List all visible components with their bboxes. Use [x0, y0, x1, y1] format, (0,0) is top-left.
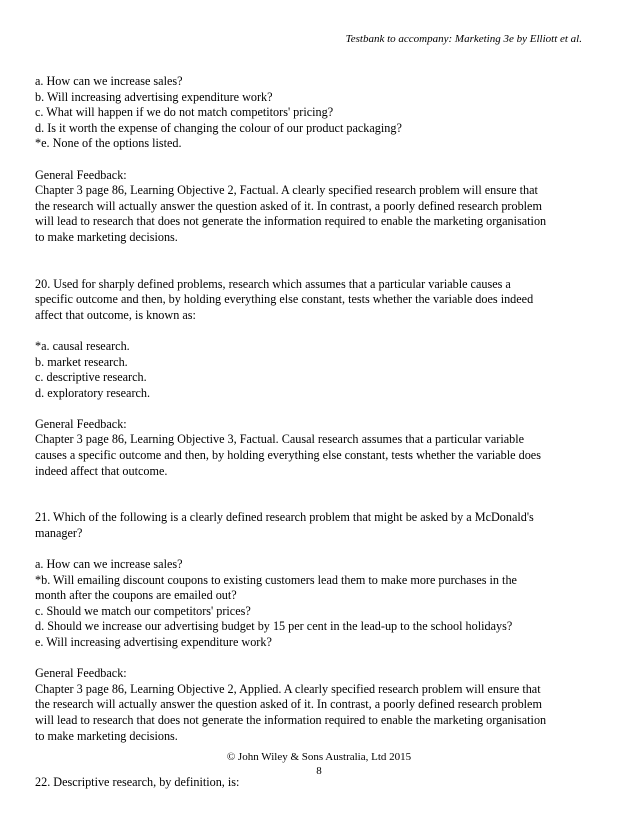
q19-option-b: b. Will increasing advertising expenditure work? [35, 89, 273, 104]
q19-option-c: c. What will happen if we do not match competitors' pricing? [35, 105, 334, 120]
q20-options [35, 339, 605, 401]
q21-option-d: d. Should we increase our advertising budget by 15 per cent in the lead-up to the school holidays? [35, 619, 513, 634]
q20-feedback-line: indeed affect that outcome. [35, 463, 168, 478]
q21-feedback-line: the research will actually answer the question asked of it. In contrast, a poorly defined research problem [35, 697, 542, 712]
q21-option-c: c. Should we match our competitors' prices? [35, 603, 251, 618]
q20-feedback-line: causes a specific outcome and then, by holding everything else constant, tests whether the variable does [35, 448, 541, 463]
page-footer [0, 750, 638, 778]
q20-question-line: affect that outcome, is known as: [35, 307, 196, 322]
q21-feedback-label: General Feedback: [35, 666, 127, 681]
q21-option-a: a. How can we increase sales? [35, 557, 183, 572]
q19-feedback-line: Chapter 3 page 86, Learning Objective 2, Factual. A clearly specified research problem will ensure that [35, 183, 538, 198]
q19-options [35, 74, 605, 152]
page-content [35, 74, 605, 791]
q20-option-d: d. exploratory research. [35, 385, 151, 400]
q21-feedback [35, 666, 605, 744]
q21-options [35, 557, 605, 651]
q21-option-b-cont: month after the coupons are emailed out? [35, 588, 237, 603]
q21-feedback-line: Chapter 3 page 86, Learning Objective 2, Applied. A clearly specified research problem will ensure that [35, 681, 541, 696]
q19-feedback-line: the research will actually answer the question asked of it. In contrast, a poorly defined research problem [35, 198, 542, 213]
q20-feedback-line: Chapter 3 page 86, Learning Objective 3, Factual. Causal research assumes that a particular variable [35, 432, 524, 447]
q19-feedback-label: General Feedback: [35, 167, 127, 182]
q19-feedback [35, 168, 605, 246]
q21-option-b: *b. Will emailing discount coupons to existing customers lead them to make more purchases in the [35, 572, 517, 587]
q19-option-a: a. How can we increase sales? [35, 74, 183, 88]
q20-option-b: b. market research. [35, 354, 128, 369]
q21-question-line: manager? [35, 525, 83, 540]
page-number: 8 [316, 765, 322, 777]
q20-feedback-label: General Feedback: [35, 416, 127, 431]
q21-option-e: e. Will increasing advertising expenditure work? [35, 635, 272, 649]
q20-option-c: c. descriptive research. [35, 370, 147, 385]
q22-question-line: 22. Descriptive research, by definition, is: [35, 775, 240, 790]
q19-option-d: d. Is it worth the expense of changing the colour of our product packaging? [35, 120, 402, 135]
q21-feedback-line: to make marketing decisions. [35, 728, 178, 743]
q20-question-line: 20. Used for sharply defined problems, research which assumes that a particular variable causes a [35, 276, 511, 291]
q19-feedback-line: will lead to research that does not generate the information required to enable the marketing organisation [35, 214, 547, 229]
copyright-notice: © John Wiley & Sons Australia, Ltd 2015 [226, 751, 412, 763]
q21-question [35, 510, 605, 541]
q19-feedback-line: to make marketing decisions. [35, 229, 178, 244]
q20-question-line: specific outcome and then, by holding everything else constant, tests whether the variable does indeed [35, 292, 534, 307]
q20-feedback [35, 417, 605, 479]
q19-option-e: *e. None of the options listed. [35, 136, 182, 151]
running-header: Testbank to accompany: Marketing 3e by Elliott et al. [345, 33, 582, 45]
q21-feedback-line: will lead to research that does not generate the information required to enable the marketing organisation [35, 712, 547, 727]
q20-option-a: *a. causal research. [35, 338, 130, 353]
q20-question [35, 277, 605, 324]
q21-question-line: 21. Which of the following is a clearly defined research problem that might be asked by a McDonald's [35, 510, 534, 525]
